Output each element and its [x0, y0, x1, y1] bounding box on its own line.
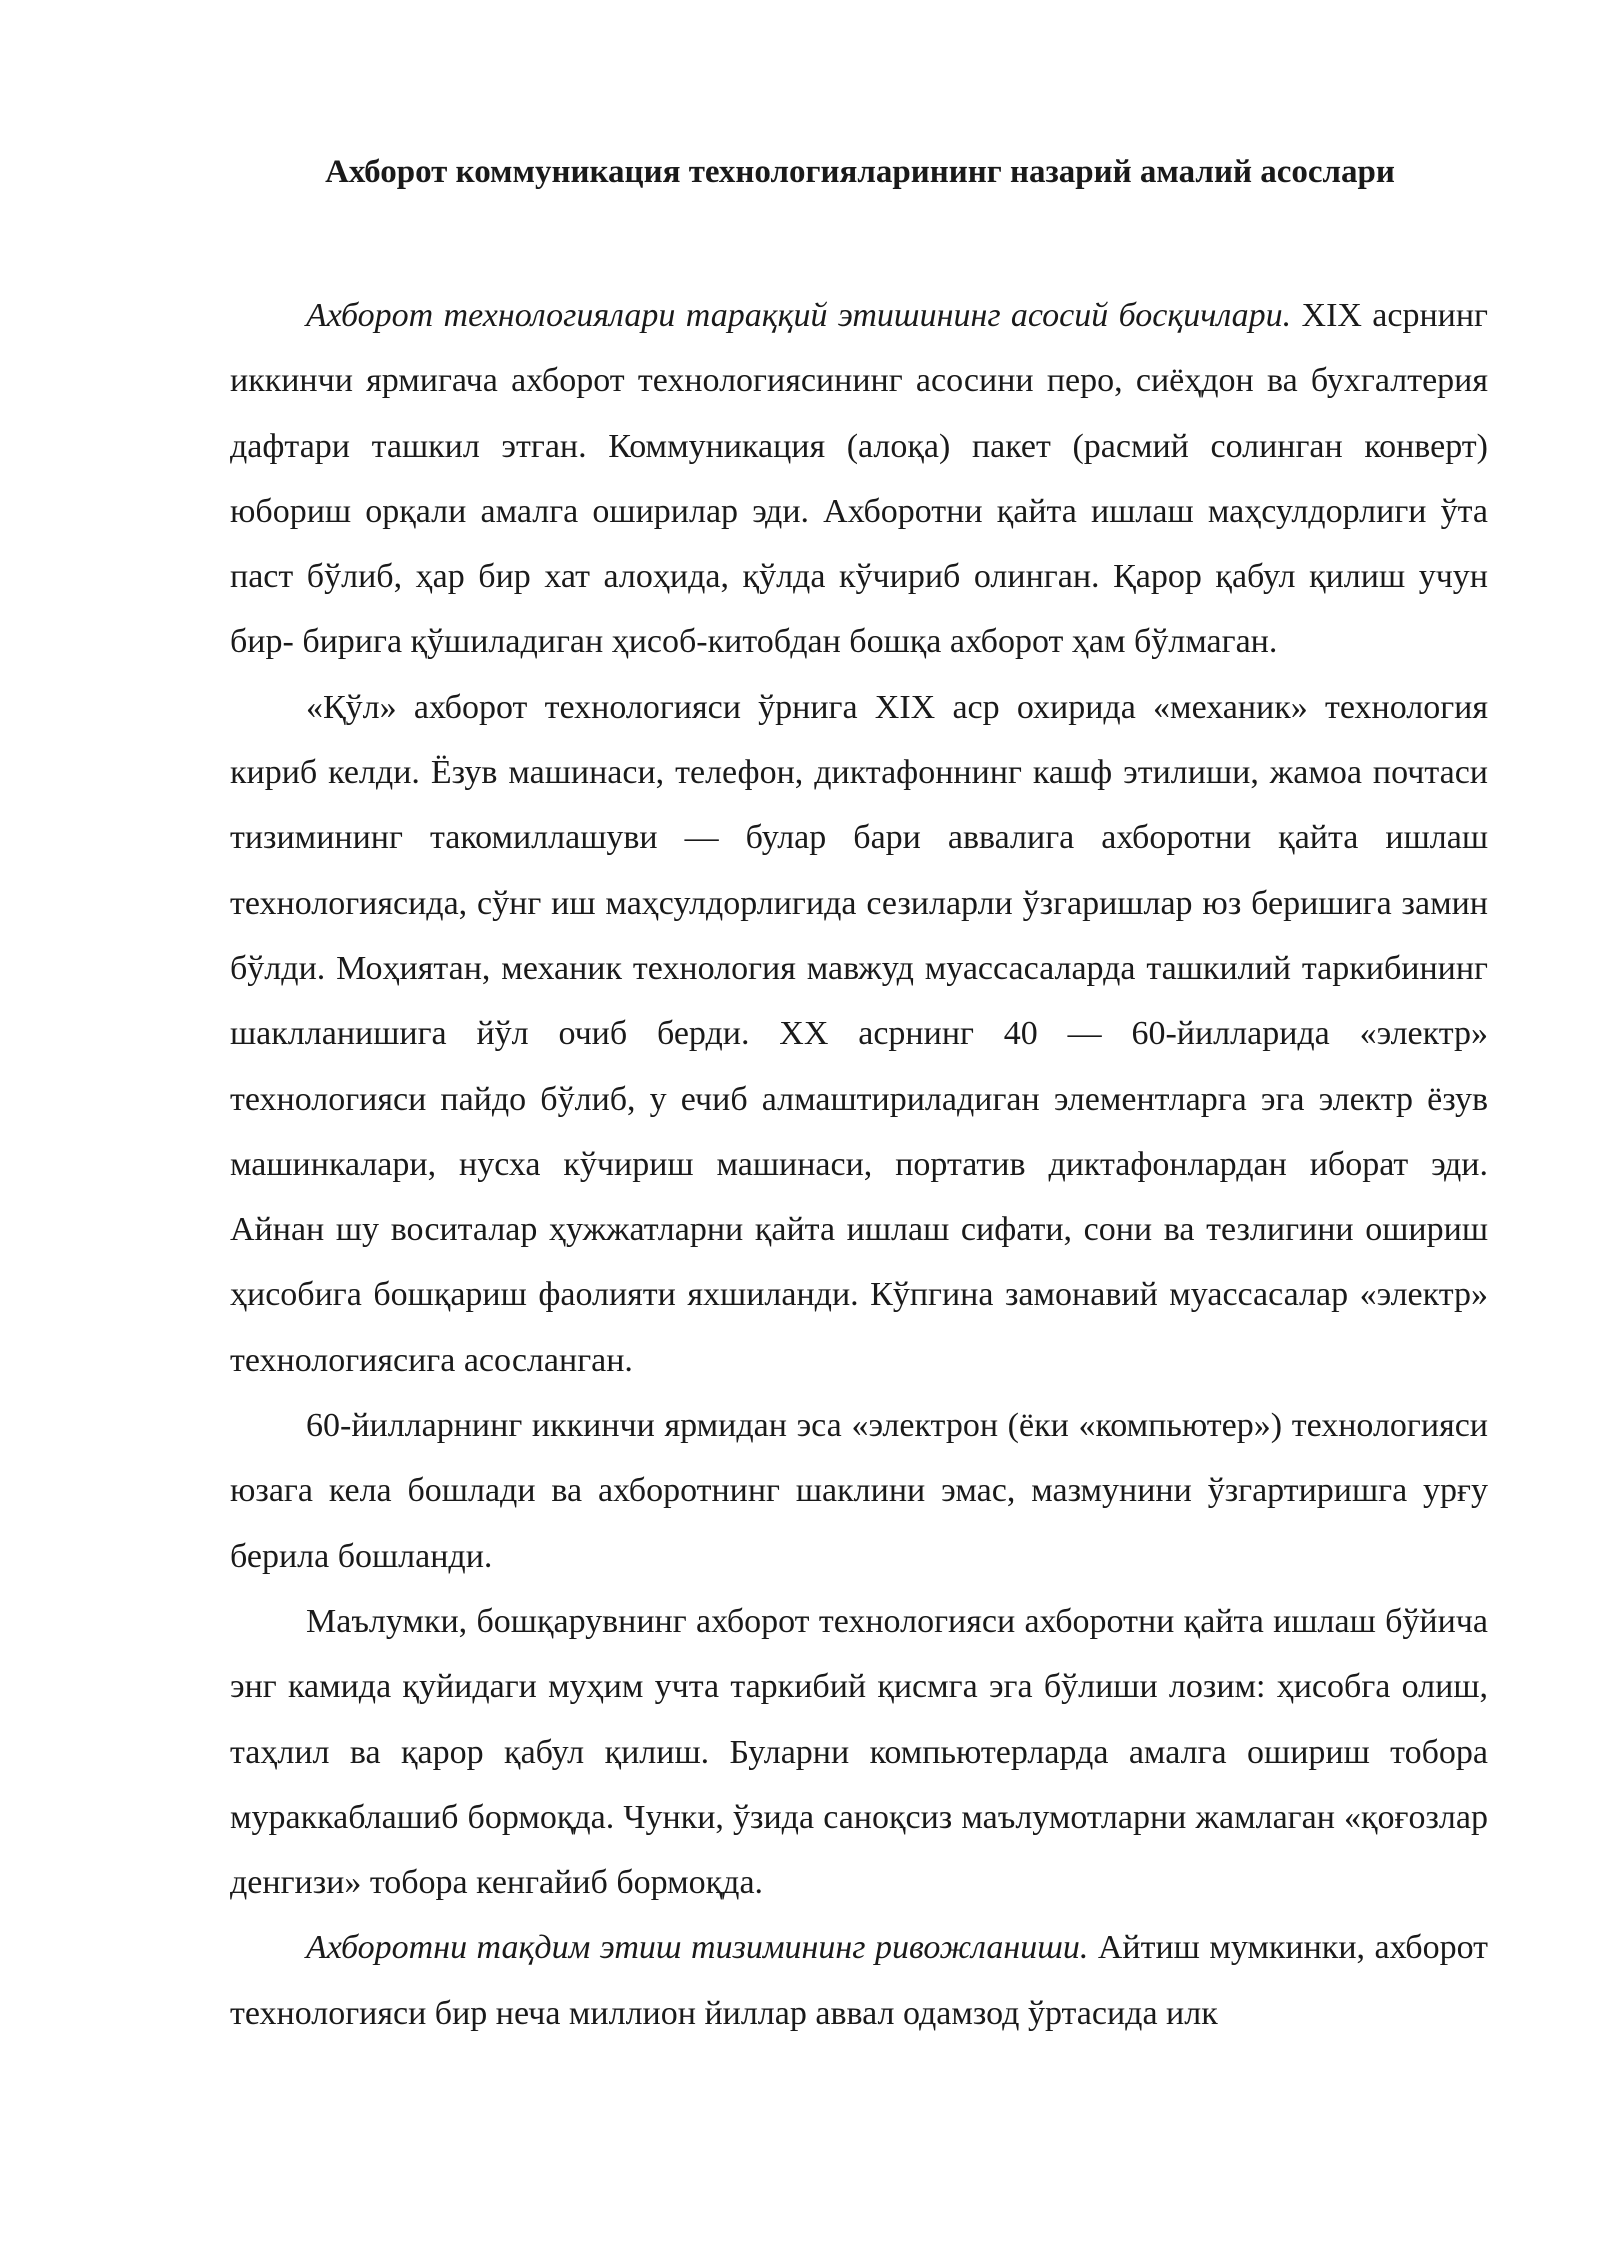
paragraph-1 [230, 283, 1488, 675]
paragraph-lead: Ахборотни тақдим этиш тизимининг ривожланиши. [306, 1929, 1089, 1967]
document-title: Ахборот коммуникация технологияларининг назарий амалий асослари [325, 154, 1395, 190]
document-body [230, 283, 1488, 2046]
paragraph-text: Маълумки, бошқарувнинг ахборот технологияси ахборотни қайта ишлаш бўйича энг камида қуйидаги муҳим учта таркибий қисмга эга бўлиши лозим: ҳисобга олиш, таҳлил ва қарор қабул қилиш. Буларни компьютерларда амалга ошириш тобора мураккаблашиб бормоқда. Чунки, ўзида саноқсиз маълумотларни жамлаган «қоғозлар денгизи» тобора кенгайиб бормоқда. [230, 1602, 1488, 1902]
paragraph-5 [230, 1915, 1488, 2046]
paragraph-2 [230, 675, 1488, 1393]
paragraph-text: Айтиш мумкинки, ахборот технологияси бир неча миллион йиллар аввал одамзод ўртасида илк [230, 1929, 1488, 2032]
paragraph-text: XIX асрнинг иккинчи ярмигача ахборот технологиясининг асосини перо, сиёҳдон ва бухгалтерия дафтари ташкил этган. Коммуникация (алоқа) пакет (расмий солинган конверт) юбориш орқали амалга оширилар эди. Ахборотни қайта ишлаш маҳсулдорлиги ўта паст бўлиб, ҳар бир хат алоҳида, қўлда кўчириб олинган. Қарор қабул қилиш учун бир- бирига қўшиладиган ҳисоб-китобдан бошқа ахборот ҳам бўлмаган. [230, 297, 1488, 661]
paragraph-text: 60-йилларнинг иккинчи ярмидан эса «электрон (ёки «компьютер») технологияси юзага кела бошлади ва ахборотнинг шаклини эмас, мазмунини ўзгартиришга урғу берила бошланди. [230, 1407, 1488, 1575]
paragraph-3 [230, 1393, 1488, 1589]
paragraph-lead: Ахборот технологиялари тараққий этишининг асосий босқичлари. [306, 297, 1292, 334]
paragraph-4 [230, 1589, 1488, 1915]
paragraph-text: «Қўл» ахборот технологияси ўрнига XIX аср охирида «механик» технология кириб келди. Ёзув машинаси, телефон, диктафоннинг кашф этилиши, жамоа почтаси тизимининг такомиллашуви — булар бари аввалига ахборотни қайта ишлаш технологиясида, сўнг иш маҳсулдорлигида сезиларли ўзгаришлар юз беришига замин бўлди. Моҳиятан, механик технология мавжуд муассасаларда ташкилий таркибининг шаклланишига йўл очиб берди. XX асрнинг 40 — 60-йилларида «электр» технологияси пайдо бўлиб, у ечиб алмаштириладиган элементларга эга электр ёзув машинкалари, нусха кўчириш машинаси, портатив диктафонлардан иборат эди. Айнан шу воситалар ҳужжатларни қайта ишлаш сифати, сони ва тезлигини ошириш ҳисобига бошқариш фаолияти яхшиланди. Кўпгина замонавий муассасалар «электр» технологиясига асосланган. [230, 688, 1488, 1379]
